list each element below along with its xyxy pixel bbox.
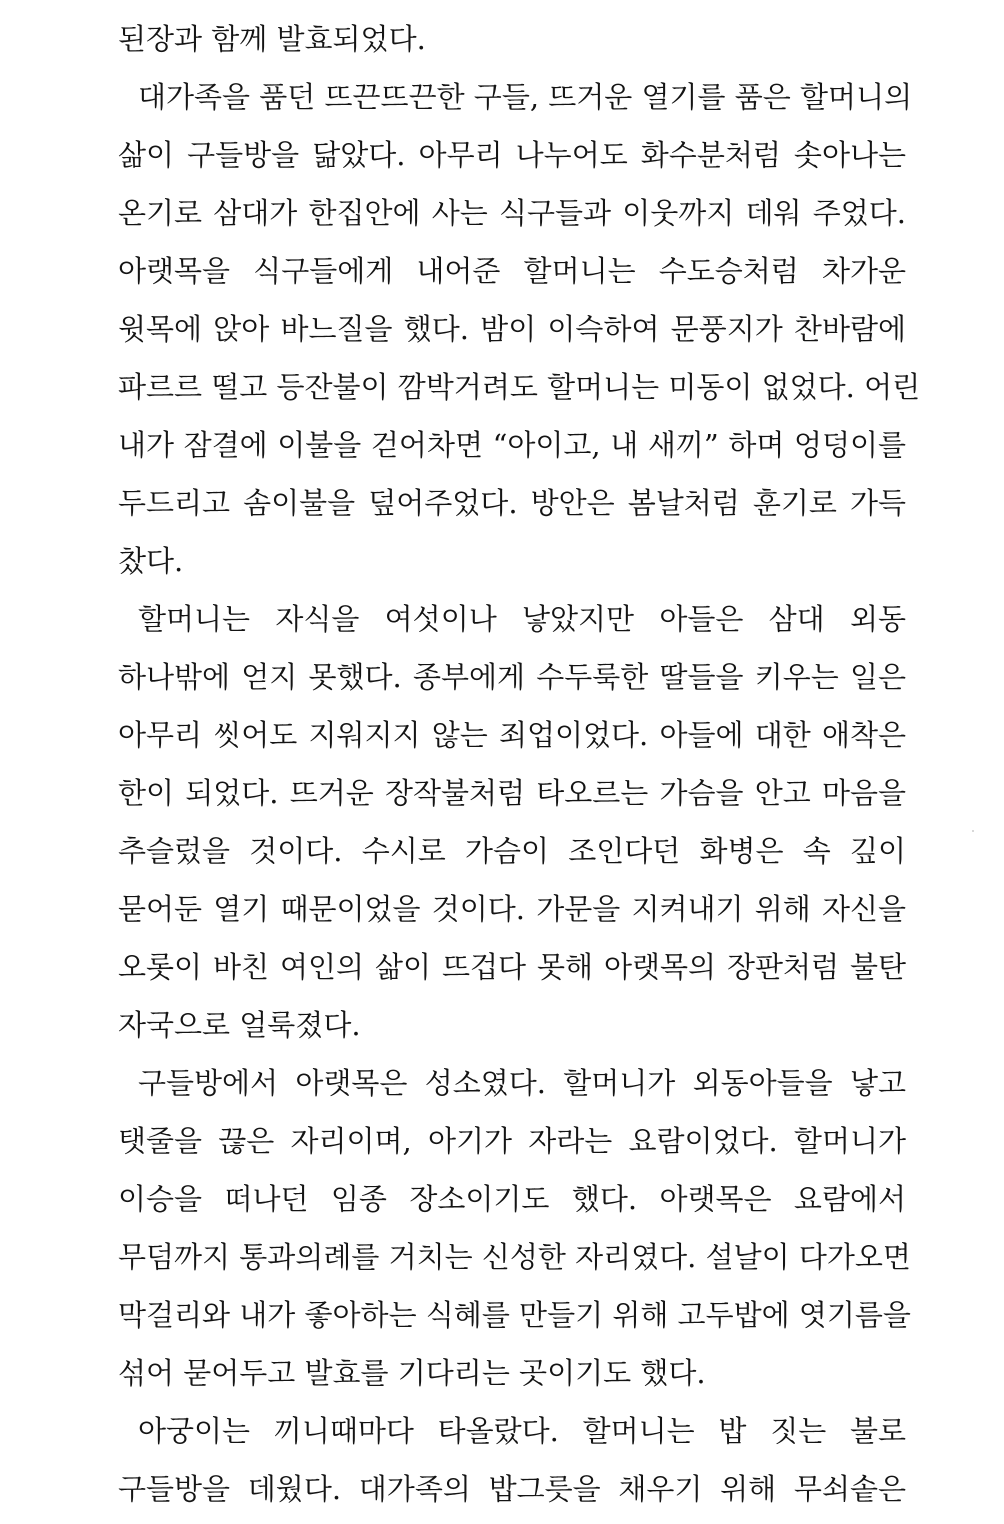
text-line: 아궁이는 끼니때마다 타올랐다. 할머니는 밥 짓는 불로 [138,1414,906,1448]
text-line: 아무리 씻어도 지워지지 않는 죄업이었다. 아들에 대한 애착은 [118,718,906,752]
text-line: 내가 잠결에 이불을 걷어차면 “아이고, 내 새끼” 하며 엉덩이를 [118,428,906,462]
text-line: 추슬렀을 것이다. 수시로 가슴이 조인다던 화병은 속 깊이 [118,834,906,868]
text-line: 묻어둔 열기 때문이었을 것이다. 가문을 지켜내기 위해 자신을 [118,892,906,926]
text-line: 막걸리와 내가 좋아하는 식혜를 만들기 위해 고두밥에 엿기름을 [118,1298,911,1332]
text-line: 온기로 삼대가 한집안에 사는 식구들과 이웃까지 데워 주었다. [118,196,906,230]
text-line: 탯줄을 끊은 자리이며, 아기가 자라는 요람이었다. 할머니가 [118,1124,906,1158]
text-line: 파르르 떨고 등잔불이 깜박거려도 할머니는 미동이 없었다. 어린 [118,370,921,404]
text-line: 섞어 묻어두고 발효를 기다리는 곳이기도 했다. [118,1356,706,1390]
text-line: 두드리고 솜이불을 덮어주었다. 방안은 봄날처럼 훈기로 가득 [118,486,906,520]
text-line: 찼다. [118,544,184,578]
scan-speck [972,830,974,832]
text-line: 대가족을 품던 뜨끈뜨끈한 구들, 뜨거운 열기를 품은 할머니의 [138,80,913,114]
text-line: 윗목에 앉아 바느질을 했다. 밤이 이슥하여 문풍지가 찬바람에 [118,312,906,346]
text-line: 자국으로 얼룩졌다. [118,1008,361,1042]
text-line: 삶이 구들방을 닮았다. 아무리 나누어도 화수분처럼 솟아나는 [118,138,906,172]
text-line: 이승을 떠나던 임종 장소이기도 했다. 아랫목은 요람에서 [118,1182,906,1216]
text-line: 하나밖에 얻지 못했다. 종부에게 수두룩한 딸들을 키우는 일은 [118,660,906,694]
text-line: 할머니는 자식을 여섯이나 낳았지만 아들은 삼대 외동 [138,602,906,636]
text-line: 한이 되었다. 뜨거운 장작불처럼 타오르는 가슴을 안고 마음을 [118,776,906,810]
body-text [118,16,921,1524]
text-line: 오롯이 바친 여인의 삶이 뜨겁다 못해 아랫목의 장판처럼 불탄 [118,950,906,984]
text-line: 구들방을 데웠다. 대가족의 밥그릇을 채우기 위해 무쇠솥은 [118,1472,906,1506]
text-line: 아랫목을 식구들에게 내어준 할머니는 수도승처럼 차가운 [118,254,906,288]
text-line: 구들방에서 아랫목은 성소였다. 할머니가 외동아들을 낳고 [138,1066,906,1100]
text-line: 된장과 함께 발효되었다. [118,22,426,56]
text-line: 무덤까지 통과의례를 거치는 신성한 자리였다. 설날이 다가오면 [118,1240,911,1274]
